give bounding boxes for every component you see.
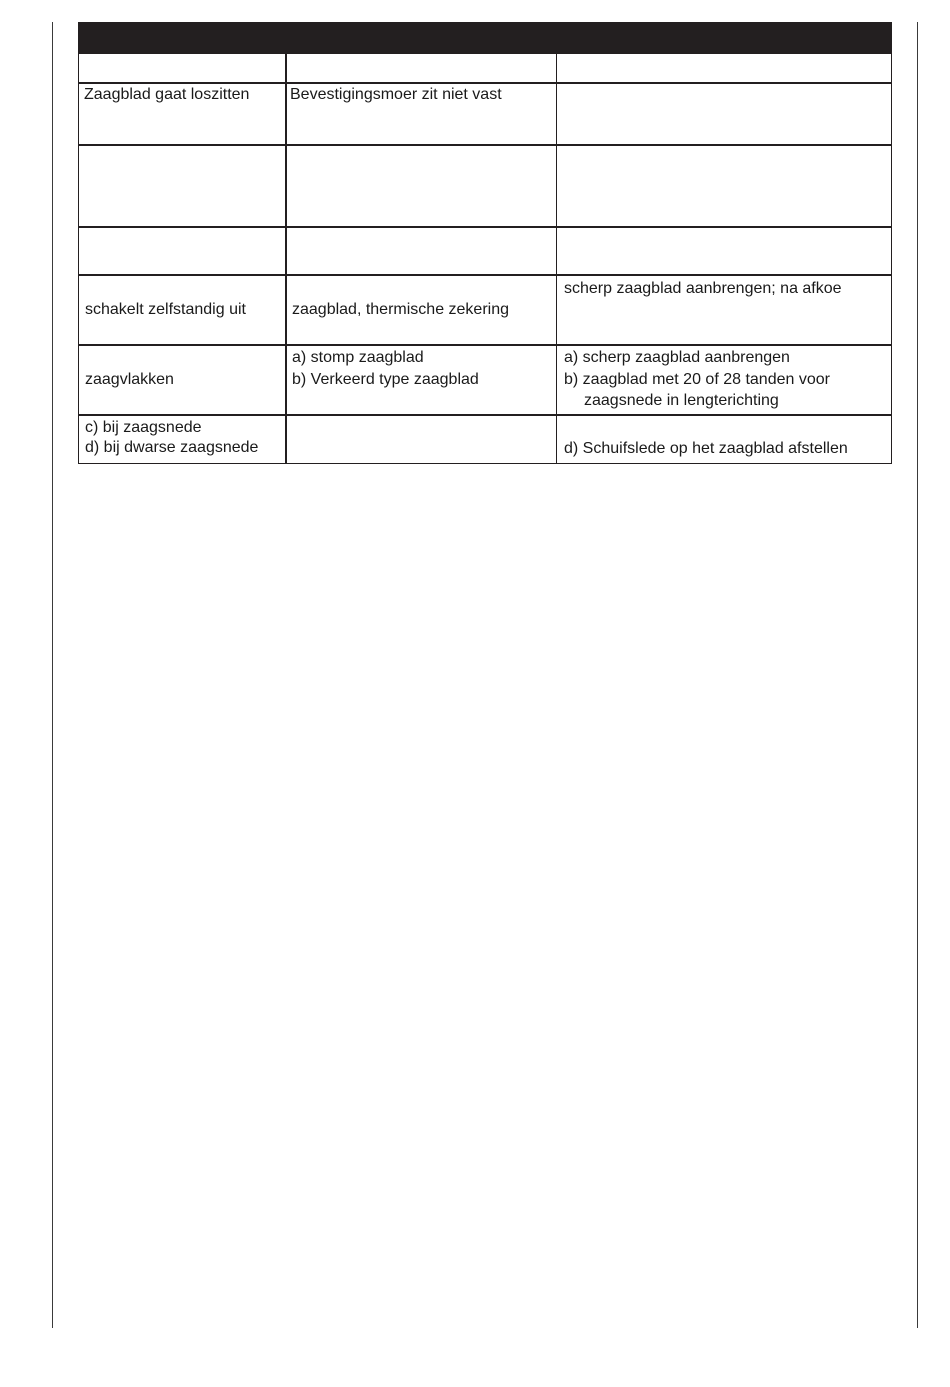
table-cell — [78, 414, 287, 464]
table-cell — [285, 226, 557, 276]
table-cell — [556, 53, 892, 84]
cell-text: zaagsnede in lengterichting — [584, 392, 779, 409]
left-margin-line — [52, 22, 53, 1328]
table-cell — [556, 414, 892, 464]
cell-text: schakelt zelfstandig uit — [85, 301, 246, 318]
cell-text: d) Schuifslede op het zaagblad afstellen — [564, 440, 848, 457]
table-cell — [78, 344, 287, 416]
table-cell — [285, 344, 557, 416]
cell-text: a) stomp zaagblad — [292, 349, 424, 366]
table-cell — [285, 82, 557, 146]
table-cell — [285, 274, 557, 346]
table-cell — [285, 144, 557, 228]
table-cell — [78, 144, 287, 228]
troubleshooting-table — [78, 22, 892, 464]
table-cell — [556, 226, 892, 276]
cell-text: scherp zaagblad aanbrengen; na afkoe — [564, 280, 842, 297]
cell-text: a) scherp zaagblad aanbrengen — [564, 349, 790, 366]
table-cell — [78, 226, 287, 276]
table-cell — [556, 144, 892, 228]
cell-text: b) Verkeerd type zaagblad — [292, 371, 479, 388]
table-cell — [78, 274, 287, 346]
table-cell — [78, 82, 287, 146]
table-header-bar — [78, 22, 892, 54]
cell-text: Bevestigingsmoer zit niet vast — [290, 86, 502, 103]
cell-text: b) zaagblad met 20 of 28 tanden voor — [564, 371, 830, 388]
table-cell — [556, 344, 892, 416]
table-cell — [285, 414, 557, 464]
table-cell — [556, 274, 892, 346]
table-cell — [556, 82, 892, 146]
cell-text: Zaagblad gaat loszitten — [84, 86, 250, 103]
cell-text: zaagblad, thermische zekering — [292, 301, 510, 318]
table-cell — [78, 53, 287, 84]
cell-text: zaagvlakken — [85, 371, 174, 388]
table-cell — [285, 53, 557, 84]
cell-text: d) bij dwarse zaagsnede — [85, 439, 259, 456]
cell-text: c) bij zaagsnede — [85, 419, 202, 436]
right-margin-line — [917, 22, 918, 1328]
